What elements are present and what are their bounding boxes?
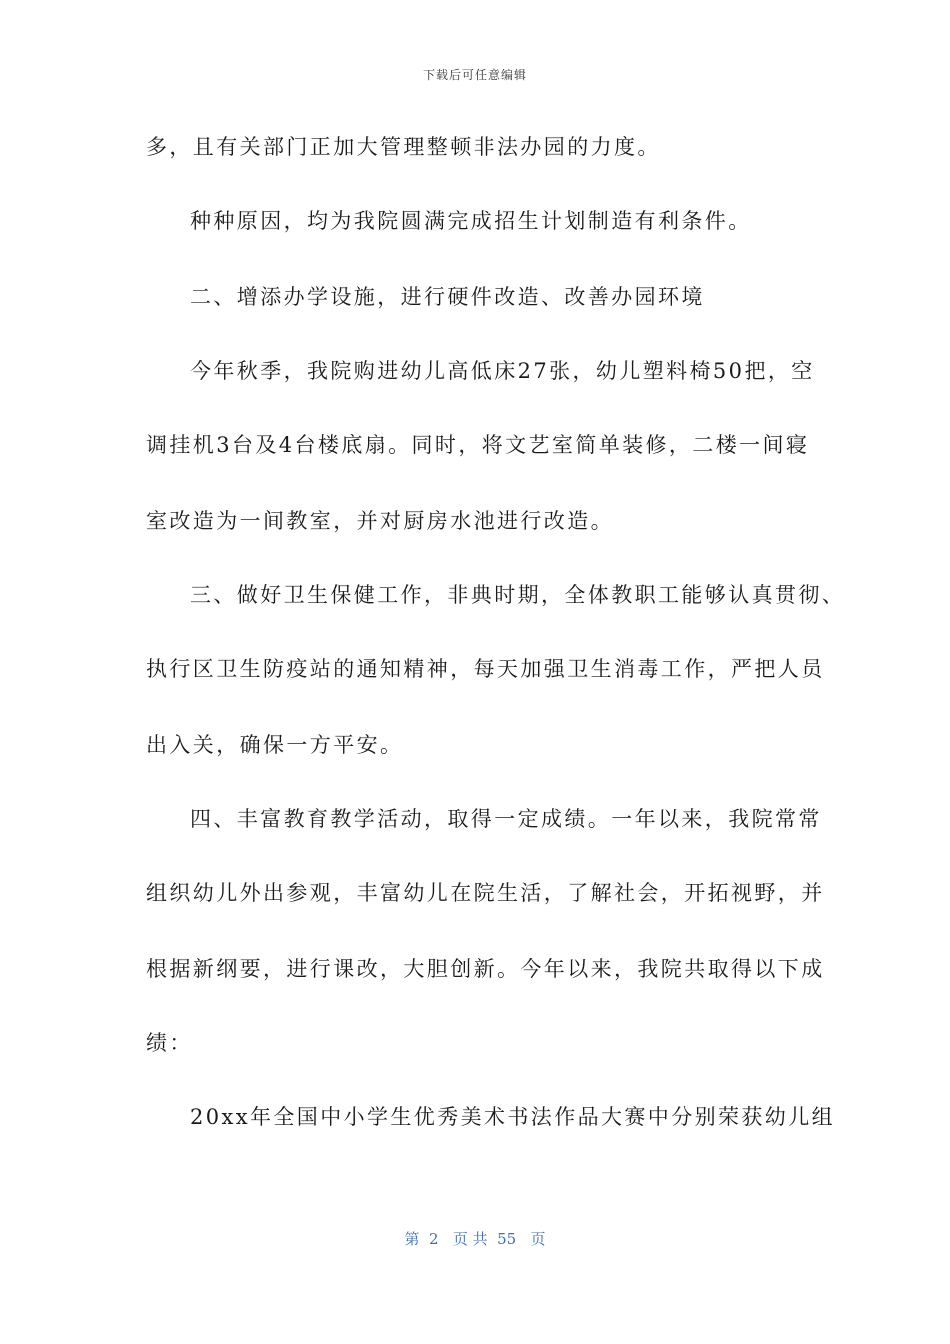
paragraph-line: 绩： [146, 1031, 193, 1055]
paragraph-line: 室改造为一间教室，并对厨房水池进行改造。 [146, 509, 614, 533]
paragraph-line: 种种原因，均为我院圆满完成招生计划制造有利条件。 [190, 209, 752, 233]
paragraph-line: 根据新纲要，进行课改，大胆创新。今年以来，我院共取得以下成 [146, 957, 825, 981]
paragraph-line: 今年秋季，我院购进幼儿高低床27张，幼儿塑料椅50把，空 [190, 359, 815, 383]
header-note: 下载后可任意编辑 [422, 68, 527, 82]
paragraph-line: 出入关，确保一方平安。 [146, 733, 404, 757]
paragraph-line: 组织幼儿外出参观，丰富幼儿在院生活，了解社会，开拓视野，并 [146, 881, 825, 905]
paragraph-line: 执行区卫生防疫站的通知精神，每天加强卫生消毒工作，严把人员 [146, 657, 825, 681]
paragraph-line: 20xx年全国中小学生优秀美术书法作品大赛中分别荣获幼儿组 [190, 1105, 836, 1129]
paragraph-line: 三、做好卫生保健工作，非典时期，全体教职工能够认真贯彻、 [190, 583, 846, 607]
paragraph-line: 调挂机3台及4台楼底扇。同时，将文艺室简单装修，二楼一间寝 [146, 433, 810, 457]
paragraph-line: 四、丰富教育教学活动，取得一定成绩。一年以来，我院常常 [190, 807, 822, 831]
section-heading: 二、增添办学设施，进行硬件改造、改善办园环境 [190, 285, 705, 309]
paragraph-line: 多，且有关部门正加大管理整顿非法办园的力度。 [146, 135, 661, 159]
page-number-footer: 第 2 页 共 55 页 [404, 1230, 546, 1248]
